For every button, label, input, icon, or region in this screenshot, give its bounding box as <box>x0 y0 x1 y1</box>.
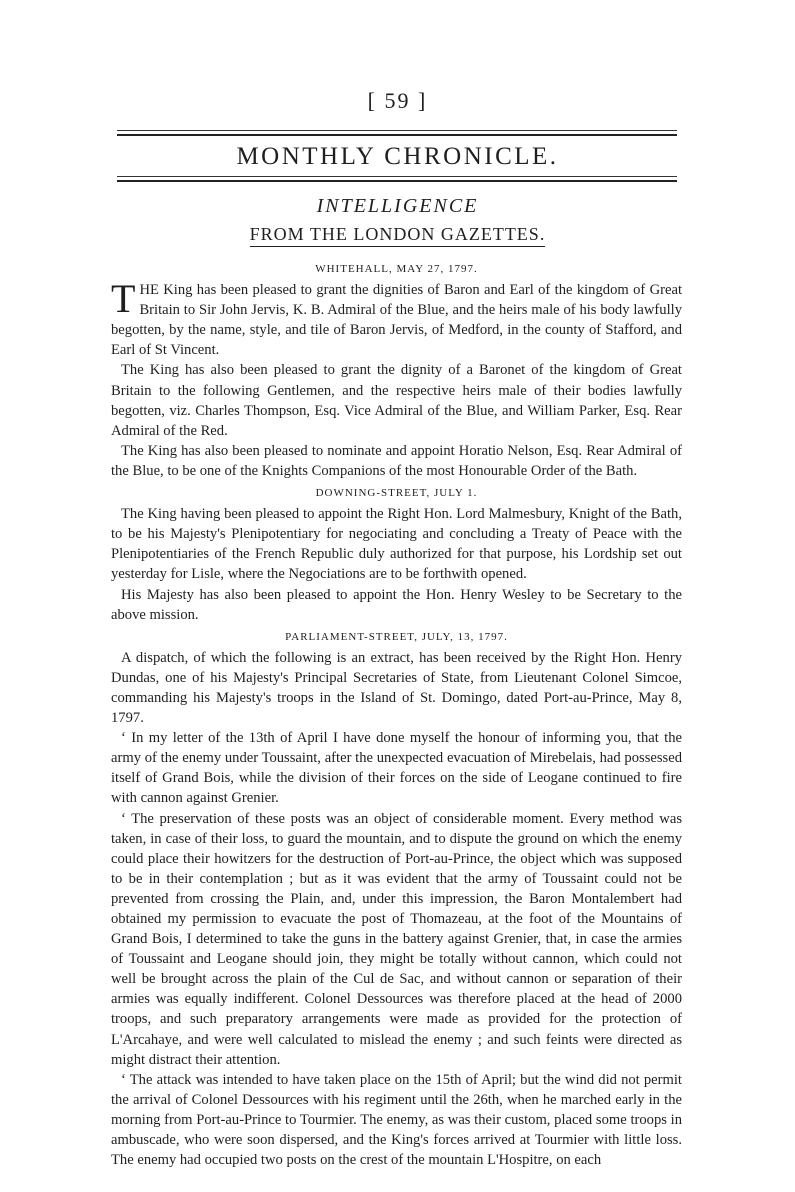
dateline: PARLIAMENT-STREET, JULY, 13, 1797. <box>285 630 508 643</box>
paragraph: The King has also been pleased to nominate and appoint Horatio Nelson, Esq. Rear Admiral of the Blue, to be one of the Knights Companions of the most Honourable Order of the Bath. <box>111 442 682 479</box>
paragraph: A dispatch, of which the following is an extract, has been received by the Right Hon. Henry Dundas, one of his Majesty's Principal Secretaries of State, from Lieutenant Colonel Simcoe, commanding his Majesty's troops in the Island of St. Domingo, dated Port-au-Prince, May 8, 1797. <box>111 649 682 727</box>
paragraph: ‘ The attack was intended to have taken place on the 15th of April; but the wind did not permit the arrival of Colonel Dessources with his regiment until the 26th, when he marched early in the morning from Port-au-Prince to Tourmier. The enemy, as was their custom, placed some troops in ambuscade, who were soon dispersed, and the King's forces arrived at Tourmier with little loss. The enemy had occupied two posts on the crest of the mountain L'Hospitre, on each <box>111 1071 682 1169</box>
source-heading <box>0 224 795 245</box>
paragraph-text: HE King has been pleased to grant the dignities of Baron and Earl of the kingdom of Great Britain to Sir John Jervis, K. B. Admiral of the Blue, and the heirs male of his body lawfully begotten, by the name, style, and tile of Baron Jervis, of Medford, in the county of Stafford, and Earl of St Vincent. <box>111 282 682 359</box>
top-rule-thick <box>117 134 677 136</box>
title-rule <box>117 176 677 177</box>
drop-cap: T <box>111 276 136 322</box>
paragraph: ‘ The preservation of these posts was an object of considerable moment. Every method was taken, in case of their loss, to guard the mountain, and to dispute the ground on which the enemy could place their howitzers for the destruction of Port-au-Prince, the object which was supposed to be in their contemplation ; but as it was evident that the army of Toussaint could not be prevented from crossing the Plain, and, under this impression, the Baron Montalembert had obtained my permission to evacuate the post of Thomazeau, at the foot of the Mountains of Grand Bois, I determined to take the guns in the battery against Grenier, that, in case the armies of Toussaint and Leogane should join, they might be totally without cannon, which could not well be brought across the plain of the Cul de Sac, and without cannon or separation of their armies was equally indifferent. Colonel Dessources was therefore placed at the head of 2000 troops, and such preparatory arrangements were made as provided for the protection of L'Arcahaye, and were well calculated to mislead the enemy ; and such feints were directed as might distract their attention. <box>111 810 682 1068</box>
paragraph: The King has also been pleased to grant the dignity of a Baronet of the kingdom of Great Britain to the following Gentlemen, and the respective heirs male of their bodies lawfully begotten, viz. Charles Thompson, Esq. Vice Admiral of the Blue, and William Parker, Esq. Rear Admiral of the Red. <box>111 362 682 439</box>
top-rule <box>117 130 677 131</box>
dateline: WHITEHALL, MAY 27, 1797. <box>315 263 478 275</box>
paragraph <box>111 276 682 360</box>
paragraph: His Majesty has also been pleased to appoint the Hon. Henry Wesley to be Secretary to the above mission. <box>111 586 682 623</box>
article-body <box>111 257 682 1170</box>
page-number: [ 59 ] <box>367 88 428 113</box>
paragraph: The King having been pleased to appoint the Right Hon. Lord Malmesbury, Knight of the Bath, to be his Majesty's Plenipotentiary for negociating and concluding a Treaty of Peace with the Plenipotentiaries of the French Republic duly authorized for that purpose, his Lordship set out yesterday for Lisle, where the Negociations are to be forthwith opened. <box>111 506 682 583</box>
intelligence-heading: INTELLIGENCE <box>316 195 479 217</box>
source-heading-text: FROM THE LONDON GAZETTES. <box>250 224 546 247</box>
chronicle-title: MONTHLY CHRONICLE. <box>236 143 559 170</box>
paragraph: ‘ In my letter of the 13th of April I have done myself the honour of informing you, that the army of the enemy under Toussaint, after the unexpected evacuation of Mirebelais, had possessed itself of Grand Bois, while the division of their forces on the side of Leogane continued to fire with cannon against Grenier. <box>111 730 682 807</box>
title-rule-thick <box>117 180 677 182</box>
dateline: DOWNING-STREET, JULY 1. <box>315 487 478 500</box>
